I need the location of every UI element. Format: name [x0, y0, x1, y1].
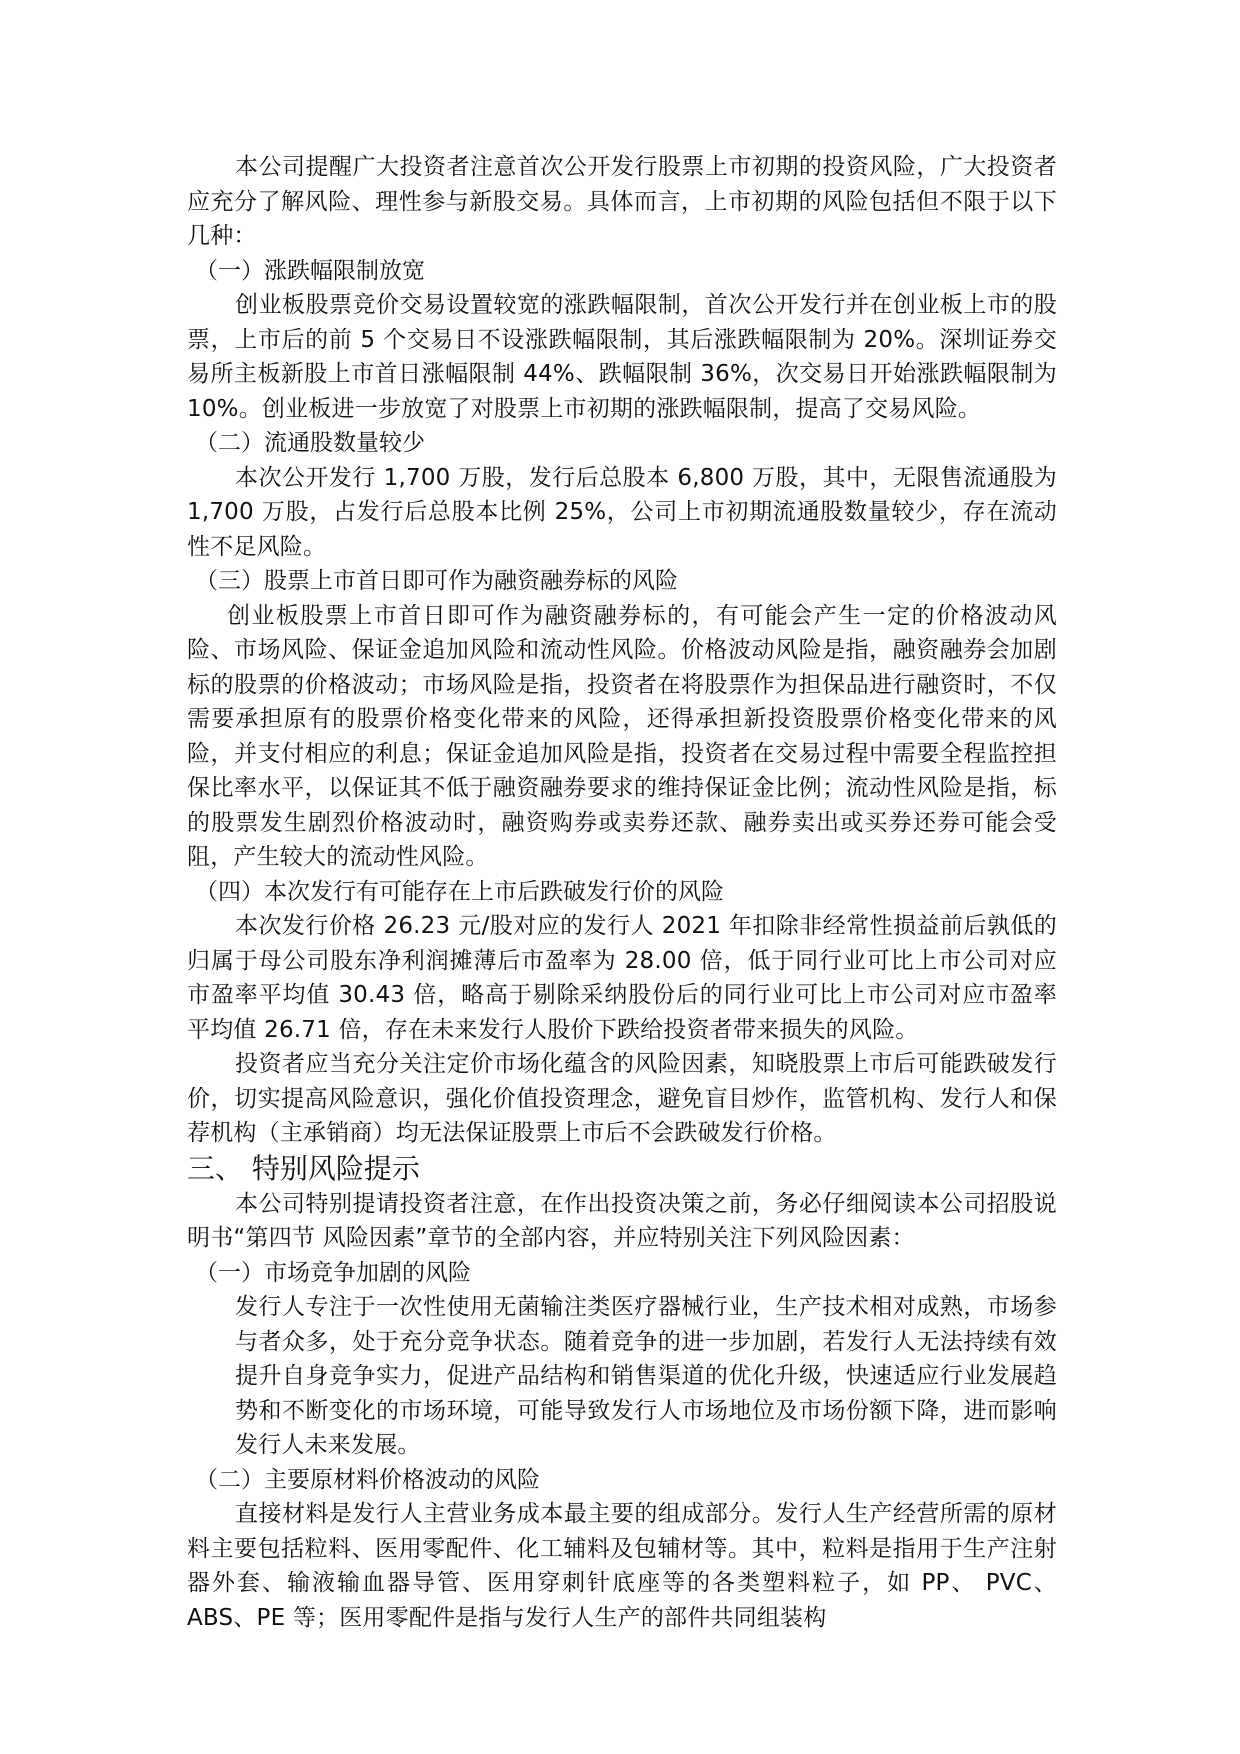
paragraph-float-shares: 本次公开发行 1,700 万股，发行后总股本 6,800 万股，其中，无限售流通股为 1,700 万股，占发行后总股本比例 25%，公司上市初期流通股数量较少，存在流动性不足风险。: [187, 464, 1057, 560]
subheading-raw-material: （二）主要原材料价格波动的风险: [195, 1466, 540, 1493]
paragraph-investor-notice: 投资者应当充分关注定价市场化蕴含的风险因素，知晓股票上市后可能跌破发行价，切实提高风险意识，强化价值投资理念，避免盲目炒作，监管机构、发行人和保荐机构（主承销商）均无法保证股票上市后不会跌破发行价格。: [187, 1051, 1057, 1146]
subheading-margin-trading: （三）股票上市首日即可作为融资融券标的风险: [195, 568, 678, 594]
document-page: [187, 150, 1057, 1635]
section-heading-special-risks: 三、 特别风险提示: [187, 1151, 420, 1185]
paragraph-margin-trading: 创业板股票上市首日即可作为融资融券标的，有可能会产生一定的价格波动风险、市场风险、保证金追加风险和流动性风险。价格波动风险是指，融资融券会加剧标的股票的价格波动；市场风险是指，投资者在将股票作为担保品进行融资时，不仅需要承担原有的股票价格变化带来的风险，还得承担新投资股票价格变化带来的风险，并支付相应的利息；保证金追加风险是指，投资者在交易过程中需要全程监控担保比率水平，以保证其不低于融资融券要求的维持保证金比例；流动性风险是指，标的股票发生剧烈价格波动时，融资购券或卖券还款、融券卖出或买券还券可能会受阻，产生较大的流动性风险。: [187, 602, 1057, 870]
paragraph-special-risks-intro: 本公司特别提请投资者注意，在作出投资决策之前，务必仔细阅读本公司招股说明书“第四节 风险因素”章节的全部内容，并应特别关注下列风险因素：: [187, 1190, 1057, 1251]
paragraph-market-competition: 发行人专注于一次性使用无菌输注类医疗器械行业，生产技术相对成熟，市场参与者众多，处于充分竞争状态。随着竞争的进一步加剧，若发行人无法持续有效提升自身竞争实力，促进产品结构和销售渠道的优化升级，快速适应行业发展趋势和不断变化的市场环境，可能导致发行人市场地位及市场份额下降，进而影响发行人未来发展。: [235, 1294, 1057, 1458]
paragraph-raw-material: 直接材料是发行人主营业务成本最主要的组成部分。发行人生产经营所需的原材料主要包括粒料、医用零配件、化工辅料及包辅材等。其中，粒料是指用于生产注射器外套、输液输血器导管、医用穿刺针底座等的各类塑料粒子，如 PP、 PVC、ABS、PE 等；医用零配件是指与发行人生产的部件共同组装构: [187, 1501, 1057, 1631]
paragraph-price-limit: 创业板股票竞价交易设置较宽的涨跌幅限制，首次公开发行并在创业板上市的股票，上市后的前 5 个交易日不设涨跌幅限制，其后涨跌幅限制为 20%。深圳证券交易所主板新股上市首日涨幅限制 44%、跌幅限制 36%，次交易日开始涨跌幅限制为 10%。创业板进一步放宽了对股票上市初期的涨跌幅限制，提高了交易风险。: [187, 292, 1057, 422]
subheading-market-competition: （一）市场竞争加剧的风险: [195, 1259, 471, 1286]
subheading-float-shares: （二）流通股数量较少: [195, 430, 425, 456]
subheading-price-limit: （一）涨跌幅限制放宽: [195, 257, 425, 284]
subheading-issue-price: （四）本次发行有可能存在上市后跌破发行价的风险: [195, 878, 724, 905]
paragraph-issue-price: 本次发行价格 26.23 元/股对应的发行人 2021 年扣除非经常性损益前后孰低的归属于母公司股东净利润摊薄后市盈率为 28.00 倍，低于同行业可比上市公司对应市盈率平均值 30.43 倍，略高于剔除采纳股份后的同行业可比上市公司对应市盈率平均值 26.71 倍，存在未来发行人股价下跌给投资者带来损失的风险。: [187, 913, 1057, 1043]
intro-paragraph: 本公司提醒广大投资者注意首次公开发行股票上市初期的投资风险，广大投资者应充分了解风险、理性参与新股交易。具体而言，上市初期的风险包括但不限于以下几种：: [187, 154, 1057, 249]
